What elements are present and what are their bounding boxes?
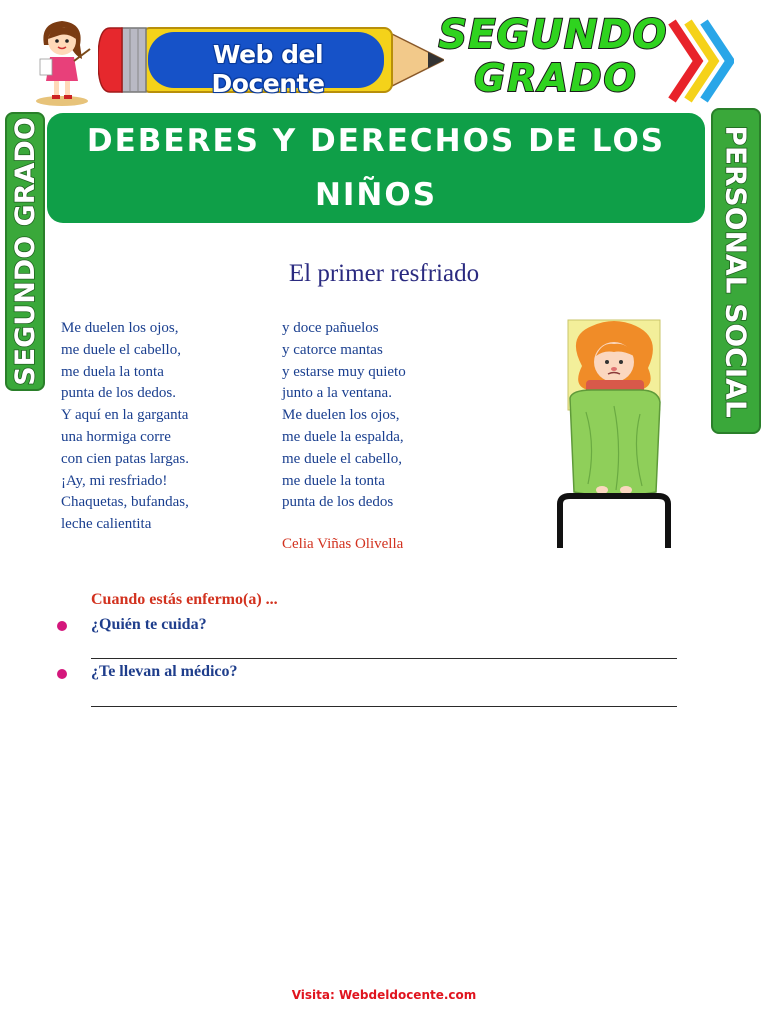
side-banner-grade <box>5 112 45 391</box>
poem-line: Chaquetas, bufandas, <box>61 494 189 511</box>
poem-line: junto a la ventana. <box>282 385 392 402</box>
question-intro: Cuando estás enfermo(a) ... <box>91 591 278 608</box>
side-banner-grade-text: SEGUNDO GRADO <box>9 117 41 386</box>
poem-line: Y aquí en la garganta <box>61 407 189 424</box>
side-banner-subject-text: PERSONAL SOCIAL <box>719 124 753 418</box>
poem-line: Me duelen los ojos, <box>282 407 400 424</box>
poem-line: punta de los dedos <box>282 494 394 511</box>
poem-line: punta de los dedos. <box>61 385 176 402</box>
grade-word-grado: GRADO <box>474 56 638 100</box>
poem-author: Celia Viñas Olivella <box>282 536 404 552</box>
poem-column-2 <box>282 318 482 514</box>
poem-line: una hormiga corre <box>61 428 171 445</box>
poem-column-1 <box>61 318 271 536</box>
poem-line: y estarse muy quieto <box>282 363 406 380</box>
teacher-mascot-icon <box>30 15 94 107</box>
sick-child-in-bed-illustration <box>552 316 676 552</box>
poem-line: con cien patas largas. <box>61 450 190 467</box>
poem-line: me duele la tonta <box>282 472 385 489</box>
chevron-arrows-icon <box>664 16 734 106</box>
question-2: ¿Te llevan al médico? <box>91 663 238 680</box>
poem-line: Me duelen los ojos, <box>61 320 179 336</box>
poem-line: y catorce mantas <box>282 341 383 358</box>
poem-line: ¡Ay, mi resfriado! <box>61 472 168 489</box>
bullet-icon <box>57 621 67 631</box>
poem-line: y doce pañuelos <box>282 320 379 336</box>
poem-line: me duele la espalda, <box>282 428 404 445</box>
poem-line: me duela la tonta <box>61 363 164 380</box>
question-1: ¿Quién te cuida? <box>91 616 207 633</box>
page-title <box>66 114 686 222</box>
poem-line: me duele el cabello, <box>61 341 181 358</box>
answer-line-1[interactable] <box>91 658 677 659</box>
poem-title: El primer resfriado <box>288 260 480 287</box>
bullet-icon <box>57 669 67 679</box>
poem-line: leche calientita <box>61 516 152 533</box>
grade-word-segundo: SEGUNDO <box>438 12 668 58</box>
poem-line: me duele el cabello, <box>282 450 402 467</box>
answer-line-2[interactable] <box>91 706 677 707</box>
pencil-logo-text: Web del Docente <box>211 40 325 98</box>
footer-link[interactable]: Visita: Webdeldocente.com <box>291 988 477 1002</box>
title-box <box>47 113 705 223</box>
page-title-line2: NIÑOS <box>314 177 438 213</box>
page-title-line1: DEBERES Y DERECHOS DE LOS <box>86 123 666 159</box>
